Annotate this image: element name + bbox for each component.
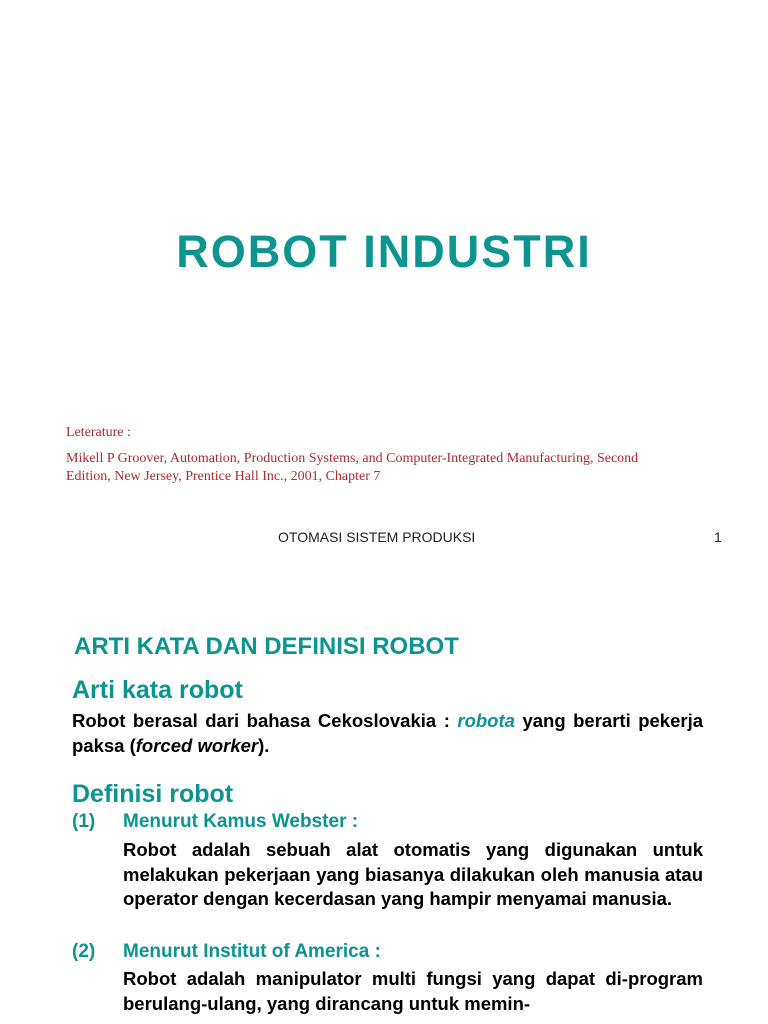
slide-title: ROBOT INDUSTRI xyxy=(176,226,592,277)
term-forced-worker: forced worker xyxy=(135,734,259,756)
page-number: 1 xyxy=(714,529,722,545)
literature-line-1: Mikell P Groover, Automation, Production Systems, and Computer-Integrated Manufacturing, Second xyxy=(66,451,639,466)
text: ). xyxy=(258,734,270,756)
definition-source: Menurut Kamus Webster : xyxy=(123,811,359,832)
section-title-arti-kata: Arti kata robot xyxy=(72,676,243,704)
text: Robot berasal dari bahasa Cekoslovakia : xyxy=(72,710,450,731)
arti-kata-paragraph xyxy=(72,709,703,758)
definition-source: Menurut Institut of America : xyxy=(123,941,381,962)
definition-number: (1) xyxy=(72,811,96,832)
footer-title: OTOMASI SISTEM PRODUKSI xyxy=(278,529,476,545)
section-title-definisi: Definisi robot xyxy=(72,780,234,808)
definition-number: (2) xyxy=(72,941,96,962)
definition-text: Robot adalah sebuah alat otomatis yang digunakan untuk melakukan pekerjaan yang biasanya dilakukan oleh manusia atau operator dengan kecerdasan yang hampir menyamai manusia. xyxy=(123,839,703,909)
literature-label: Leterature : xyxy=(66,425,131,440)
term-robota: robota xyxy=(457,710,515,731)
literature-line-2: Edition, New Jersey, Prentice Hall Inc., 2001, Chapter 7 xyxy=(66,469,381,484)
definition-text: Robot adalah manipulator multi fungsi yang dapat di-program berulang-ulang, yang dirancang untuk memin- xyxy=(123,968,703,1014)
slide2-heading: ARTI KATA DAN DEFINISI ROBOT xyxy=(74,633,459,660)
text: yang berarti pekerja paksa ( xyxy=(72,710,704,756)
